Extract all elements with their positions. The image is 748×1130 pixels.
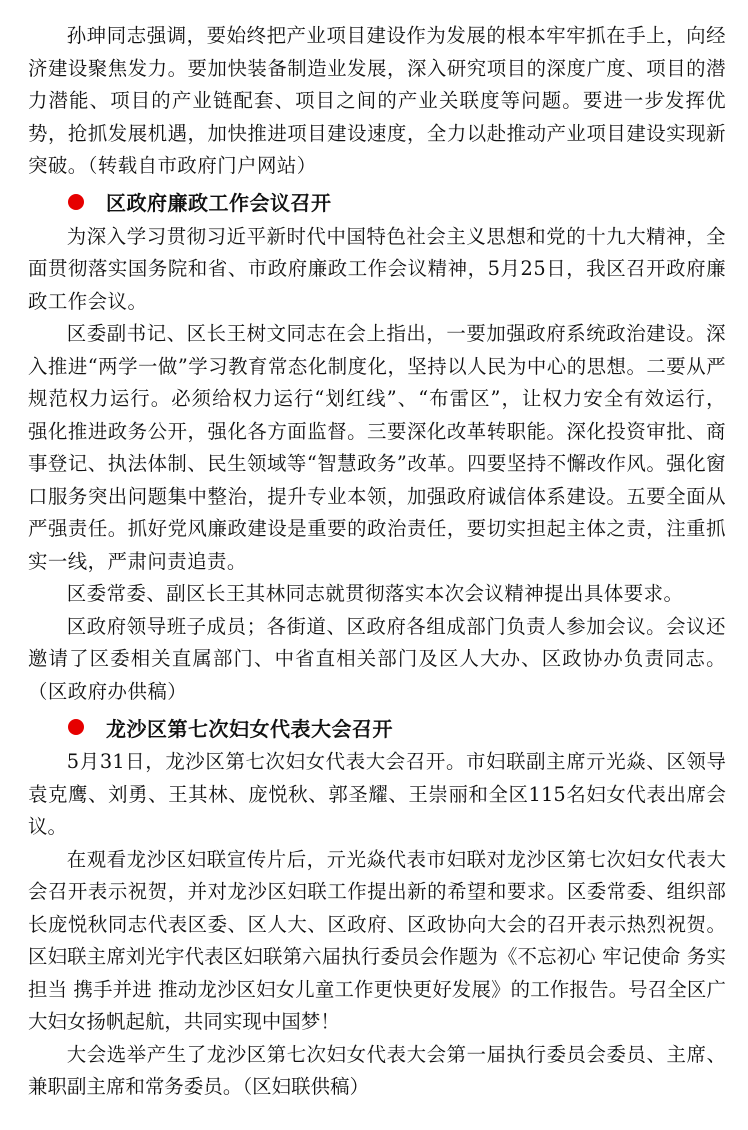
section2-paragraph: 在观看龙沙区妇联宣传片后，亓光焱代表市妇联对龙沙区第七次妇女代表大会召开表示祝贺，并对龙沙区妇联工作提出新的希望和要求。区委常委、组织部长庞悦秋同志代表区委、区人大、区政府、区政协向大会的召开表示热烈祝贺。区妇联主席刘光宇代表区妇联第六届执行委员会作题为《不忘初心 牢记使命 务实担当 携手并进 推动龙沙区妇女儿童工作更快更好发展》的工作报告。号召全区广大妇女扬帆起航，共同实现中国梦！ [28,847,726,1033]
section-heading-women-congress [68,708,726,746]
section2-paragraph: 大会选举产生了龙沙区第七次妇女代表大会第一届执行委员会委员、主席、兼职副主席和常务委员。（区妇联供稿） [28,1042,726,1098]
section1-paragraph: 区政府领导班子成员；各街道、区政府各组成部门负责人参加会议。会议还邀请了区委相关直属部门、中省直相关部门及区人大办、区政协办负责同志。（区政府办供稿） [28,614,726,703]
intro-paragraph: 孙珅同志强调，要始终把产业项目建设作为发展的根本牢牢抓在手上，向经济建设聚焦发力。要加快装备制造业发展，深入研究项目的深度广度、项目的潜力潜能、项目的产业链配套、项目之间的产业关联度等问题。要进一步发挥优势，抢抓发展机遇，加快推进项目建设速度，全力以赴推动产业项目建设实现新突破。（转载自市政府门户网站） [28,24,726,177]
document-page [28,20,726,1104]
red-bullet-icon [68,719,84,735]
section2-paragraph: 5月31日，龙沙区第七次妇女代表大会召开。市妇联副主席亓光焱、区领导袁克鹰、刘勇、王其林、庞悦秋、郭圣耀、王崇丽和全区115名妇女代表出席会议。 [28,750,726,838]
section1-paragraph: 为深入学习贯彻习近平新时代中国特色社会主义思想和党的十九大精神，全面贯彻落实国务院和省、市政府廉政工作会议精神，5月25日，我区召开政府廉政工作会议。 [28,224,726,313]
section-heading-lianzheng [68,183,726,221]
section-title: 区政府廉政工作会议召开 [106,191,332,215]
section1-paragraph: 区委副书记、区长王树文同志在会上指出，一要加强政府系统政治建设。深入推进“两学一做”学习教育常态化制度化，坚持以人民为中心的思想。二要从严规范权力运行。必须给权力运行“划红线”、“布雷区”，让权力安全有效运行，强化推进政务公开，强化各方面监督。三要深化改革转职能。深化投资审批、商事登记、执法体制、民生领域等“智慧政务”改革。四要坚持不懈改作风。强化窗口服务突出问题集中整治，提升专业本领，加强政府诚信体系建设。五要全面从严强责任。抓好党风廉政建设是重要的政治责任，要切实担起主体之责，注重抓实一线，严肃问责追责。 [28,322,726,573]
red-bullet-icon [68,194,84,210]
section-title: 龙沙区第七次妇女代表大会召开 [106,716,393,741]
section1-paragraph: 区委常委、副区长王其林同志就贯彻落实本次会议精神提出具体要求。 [66,582,684,605]
